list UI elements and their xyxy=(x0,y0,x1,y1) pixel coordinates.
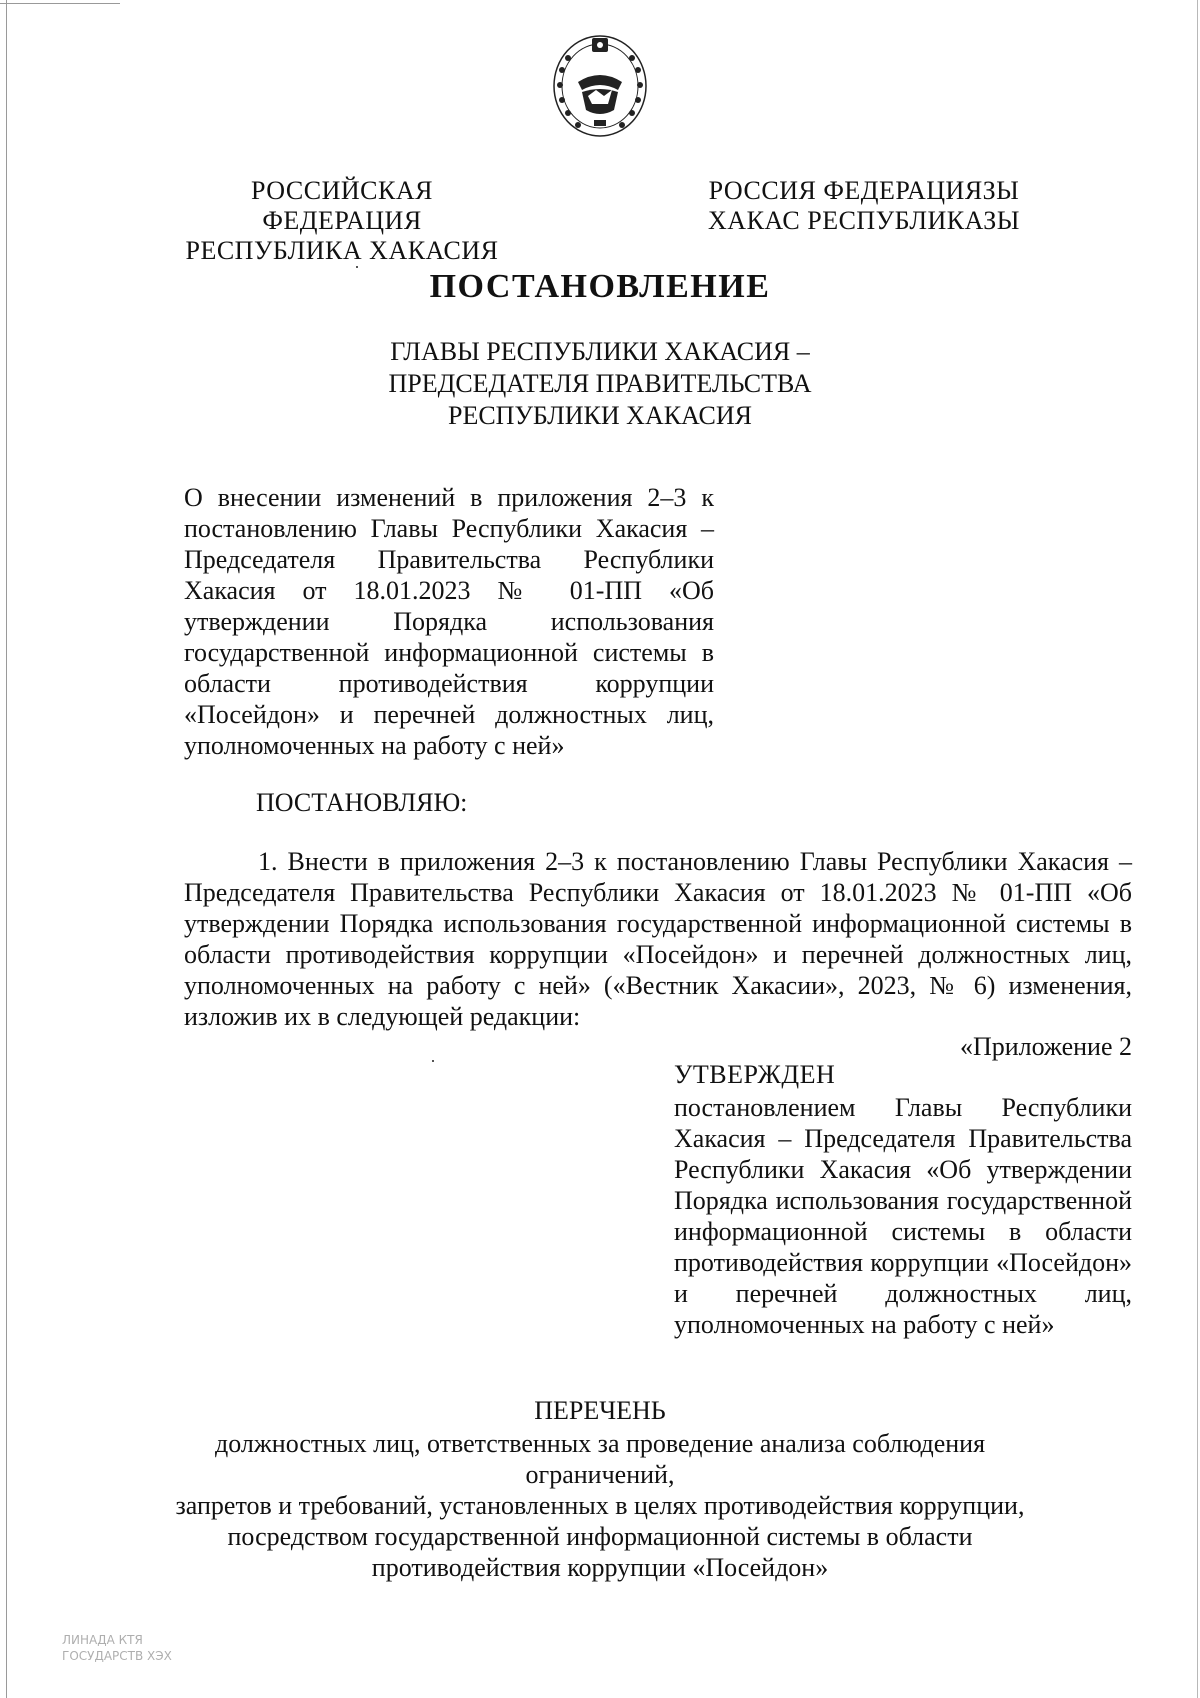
stamp-line-2: ГОСУДАРСТВ ХЭХ xyxy=(62,1649,172,1663)
list-line-3: посредством государственной информационной системы в области xyxy=(227,1522,973,1551)
scan-speck xyxy=(432,1060,434,1062)
scan-edge-right xyxy=(1197,0,1198,1698)
document-subtitle xyxy=(300,336,900,432)
stamp-line-1: ЛИНАДА КТЯ xyxy=(62,1633,143,1647)
appendix-label: «Приложение 2 xyxy=(959,1032,1132,1061)
header-left xyxy=(172,176,512,266)
header-right-line-2: ХАКАС РЕСПУБЛИКАЗЫ xyxy=(708,206,1020,235)
subtitle-line-3: РЕСПУБЛИКИ ХАКАСИЯ xyxy=(447,401,752,430)
subtitle-line-2: ПРЕДСЕДАТЕЛЯ ПРАВИТЕЛЬСТВА xyxy=(388,369,812,398)
approved-body: постановлением Главы Республики Хакасия – Председателя Правительства Республики Хакасия «Об утверждении Порядка использования государственной информационной системы в области противодействия коррупции «Посейдон» и перечней должностных лиц, уполномоченных на работу с ней» xyxy=(674,1093,1132,1339)
list-line-2: запретов и требований, установленных в целях противодействия коррупции, xyxy=(175,1491,1025,1520)
header-right xyxy=(694,176,1034,236)
list-description xyxy=(170,1428,1030,1583)
scan-edge-top xyxy=(0,3,120,4)
paragraph-1: 1. Внести в приложения 2–3 к постановлению Главы Республики Хакасия – Председателя Правительства Республики Хакасия от 18.01.2023 № 01-ПП «Об утверждении Порядка использования государственной информационной системы в области противодействия коррупции «Посейдон» и перечней должностных лиц, уполномоченных на работу с ней» («Вестник Хакасии», 2023, № 6) изменения, изложив их в следующей редакции: xyxy=(184,847,1132,1031)
list-line-4: противодействия коррупции «Посейдон» xyxy=(371,1553,829,1582)
approved-heading: УТВЕРЖДЕН xyxy=(674,1060,836,1089)
list-heading: ПЕРЕЧЕНЬ xyxy=(534,1396,666,1425)
header-left-line-1: РОССИЙСКАЯ ФЕДЕРАЦИЯ xyxy=(251,176,433,235)
coat-of-arms-emblem xyxy=(548,30,652,140)
scan-speck xyxy=(356,266,358,268)
subtitle-line-1: ГЛАВЫ РЕСПУБЛИКИ ХАКАСИЯ – xyxy=(390,337,810,366)
header-left-line-2: РЕСПУБЛИКА ХАКАСИЯ xyxy=(185,236,499,265)
faded-stamp xyxy=(62,1632,172,1664)
decree-word: ПОСТАНОВЛЯЮ: xyxy=(256,788,468,817)
about-block: О внесении изменений в приложения 2–3 к постановлению Главы Республики Хакасия – Председателя Правительства Республики Хакасия от 18.01.2023 № 01-ПП «Об утверждении Порядка использования государственной информационной системы в области противодействия коррупции «Посейдон» и перечней должностных лиц, уполномоченных на работу с ней» xyxy=(184,483,714,760)
list-line-1: должностных лиц, ответственных за проведение анализа соблюдения ограничений, xyxy=(214,1429,986,1489)
document-title: ПОСТАНОВЛЕНИЕ xyxy=(429,268,771,305)
scan-edge-left xyxy=(6,0,7,1698)
header-right-line-1: РОССИЯ ФЕДЕРАЦИЯЗЫ xyxy=(708,176,1020,205)
